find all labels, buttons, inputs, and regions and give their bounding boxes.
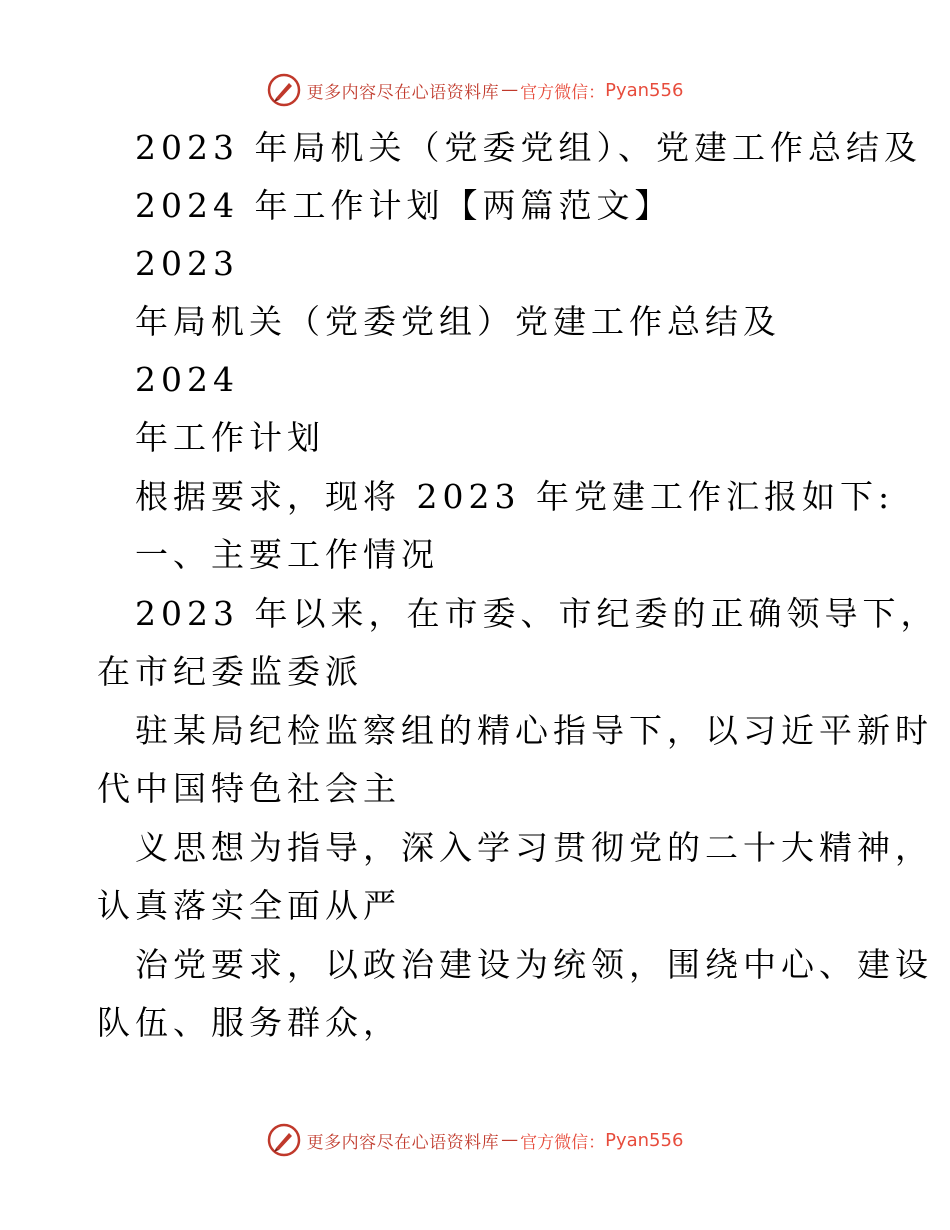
watermark-wechat-id: Pyan556: [605, 1129, 684, 1151]
doc-line: 2023: [135, 244, 239, 283]
watermark-wechat-label: 官方微信：: [520, 1132, 606, 1153]
watermark-separator: —: [501, 1130, 519, 1150]
doc-line: 2023 年以来，在市委、市纪委的正确领导下，: [135, 594, 939, 633]
footer-watermark: [0, 1120, 950, 1160]
watermark-text: 更多内容尽在心语资料库: [306, 1132, 500, 1153]
doc-title-line-2: 2024 年工作计划【两篇范文】: [135, 186, 673, 225]
pen-logo-icon: [267, 1123, 301, 1157]
doc-line: 治党要求，以政治建设为统领，围绕中心、建设: [135, 945, 933, 984]
doc-line: 队伍、服务群众，: [97, 1003, 401, 1042]
watermark-separator: —: [501, 80, 519, 100]
doc-line: 2024: [135, 360, 239, 399]
header-watermark: [0, 70, 950, 110]
watermark-wechat-label: 官方微信：: [520, 82, 606, 103]
doc-line: 义思想为指导，深入学习贯彻党的二十大精神，: [135, 828, 933, 867]
doc-line: 根据要求，现将 2023 年党建工作汇报如下:: [135, 477, 895, 516]
doc-line: 驻某局纪检监察组的精心指导下，以习近平新时: [135, 711, 933, 750]
pen-logo-icon: [267, 73, 301, 107]
doc-line: 认真落实全面从严: [97, 886, 401, 925]
watermark-wechat-id: Pyan556: [605, 79, 684, 101]
doc-line: 年局机关（党委党组）党建工作总结及: [135, 302, 781, 341]
watermark-text: 更多内容尽在心语资料库: [306, 82, 500, 103]
doc-line: 在市纪委监委派: [97, 652, 363, 691]
section-heading: 一、主要工作情况: [135, 535, 439, 574]
doc-line: 代中国特色社会主: [97, 769, 401, 808]
doc-title-line-1: 2023 年局机关（党委党组）、党建工作总结及: [135, 128, 922, 167]
doc-line: 年工作计划: [135, 418, 325, 457]
